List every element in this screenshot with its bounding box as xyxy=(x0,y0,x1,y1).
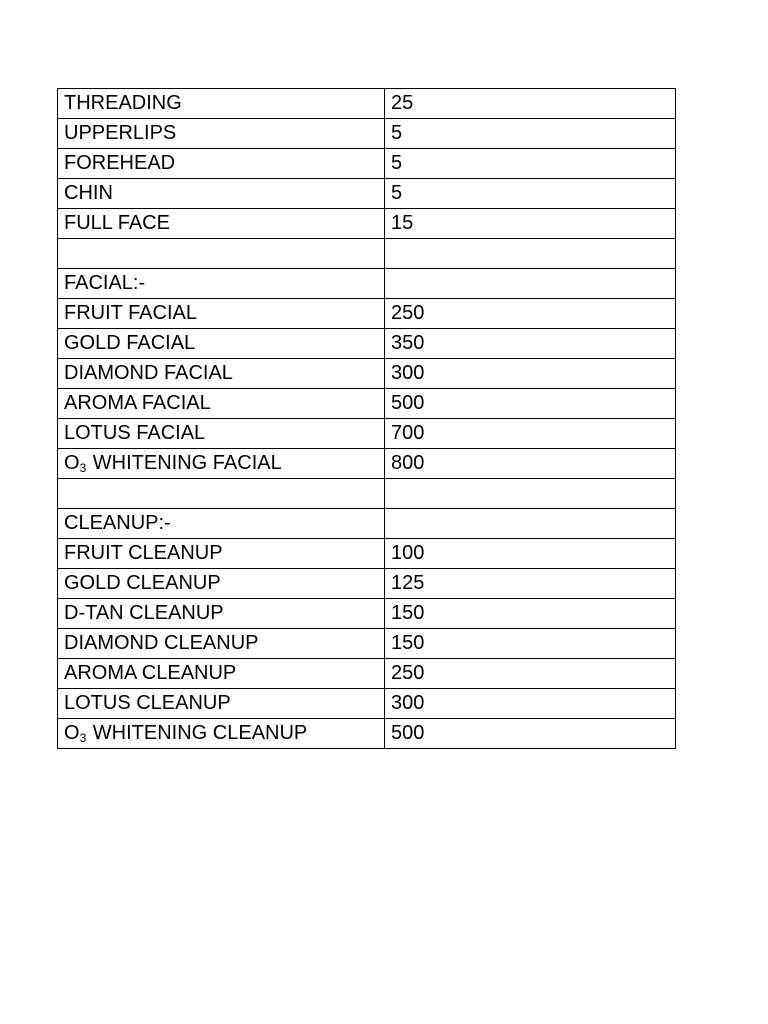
table-row xyxy=(58,89,676,119)
table-row xyxy=(58,179,676,209)
price-cell: 5 xyxy=(385,149,676,179)
subscript: 3 xyxy=(79,461,87,475)
service-cell: FOREHEAD xyxy=(58,149,385,179)
price-cell xyxy=(385,509,676,539)
price-cell: 150 xyxy=(385,629,676,659)
price-cell xyxy=(385,239,676,269)
service-cell xyxy=(58,479,385,509)
service-cell: D-TAN CLEANUP xyxy=(58,599,385,629)
price-cell: 250 xyxy=(385,659,676,689)
table-row xyxy=(58,149,676,179)
price-cell: 5 xyxy=(385,119,676,149)
table-row xyxy=(58,689,676,719)
price-cell: 300 xyxy=(385,359,676,389)
service-cell: AROMA FACIAL xyxy=(58,389,385,419)
price-cell: 150 xyxy=(385,599,676,629)
table-row xyxy=(58,389,676,419)
table-row xyxy=(58,569,676,599)
table-row-empty xyxy=(58,479,676,509)
price-cell xyxy=(385,479,676,509)
table-row xyxy=(58,329,676,359)
table-row-empty xyxy=(58,239,676,269)
service-cell: LOTUS FACIAL xyxy=(58,419,385,449)
section-header-row-cleanup xyxy=(58,509,676,539)
price-cell: 5 xyxy=(385,179,676,209)
price-cell: 350 xyxy=(385,329,676,359)
price-table xyxy=(57,88,676,749)
service-cell: FULL FACE xyxy=(58,209,385,239)
section-heading: FACIAL:- xyxy=(58,269,385,299)
price-cell: 700 xyxy=(385,419,676,449)
price-cell: 500 xyxy=(385,389,676,419)
price-cell: 100 xyxy=(385,539,676,569)
service-cell: DIAMOND CLEANUP xyxy=(58,629,385,659)
price-table-body xyxy=(58,89,676,749)
service-prefix: O xyxy=(64,722,80,744)
table-row xyxy=(58,629,676,659)
table-row xyxy=(58,539,676,569)
price-cell: 25 xyxy=(385,89,676,119)
service-cell: THREADING xyxy=(58,89,385,119)
price-cell: 500 xyxy=(385,719,676,749)
table-row xyxy=(58,299,676,329)
service-rest: WHITENING CLEANUP xyxy=(87,722,308,744)
service-prefix: O xyxy=(64,452,80,474)
section-heading: CLEANUP:- xyxy=(58,509,385,539)
price-cell: 125 xyxy=(385,569,676,599)
price-cell: 250 xyxy=(385,299,676,329)
service-cell: UPPERLIPS xyxy=(58,119,385,149)
service-cell: FRUIT CLEANUP xyxy=(58,539,385,569)
service-cell xyxy=(58,239,385,269)
price-cell: 15 xyxy=(385,209,676,239)
table-row xyxy=(58,209,676,239)
table-row xyxy=(58,599,676,629)
service-cell: LOTUS CLEANUP xyxy=(58,689,385,719)
service-cell: AROMA CLEANUP xyxy=(58,659,385,689)
table-row xyxy=(58,719,676,749)
service-cell xyxy=(58,719,385,749)
table-row xyxy=(58,449,676,479)
service-cell: DIAMOND FACIAL xyxy=(58,359,385,389)
service-cell xyxy=(58,449,385,479)
table-row xyxy=(58,359,676,389)
table-row xyxy=(58,419,676,449)
service-cell: GOLD FACIAL xyxy=(58,329,385,359)
service-cell: FRUIT FACIAL xyxy=(58,299,385,329)
price-cell: 300 xyxy=(385,689,676,719)
price-cell xyxy=(385,269,676,299)
table-row xyxy=(58,119,676,149)
table-row xyxy=(58,659,676,689)
price-cell: 800 xyxy=(385,449,676,479)
service-rest: WHITENING FACIAL xyxy=(87,452,282,474)
service-cell: GOLD CLEANUP xyxy=(58,569,385,599)
subscript: 3 xyxy=(79,731,87,745)
service-cell: CHIN xyxy=(58,179,385,209)
section-header-row-facial xyxy=(58,269,676,299)
